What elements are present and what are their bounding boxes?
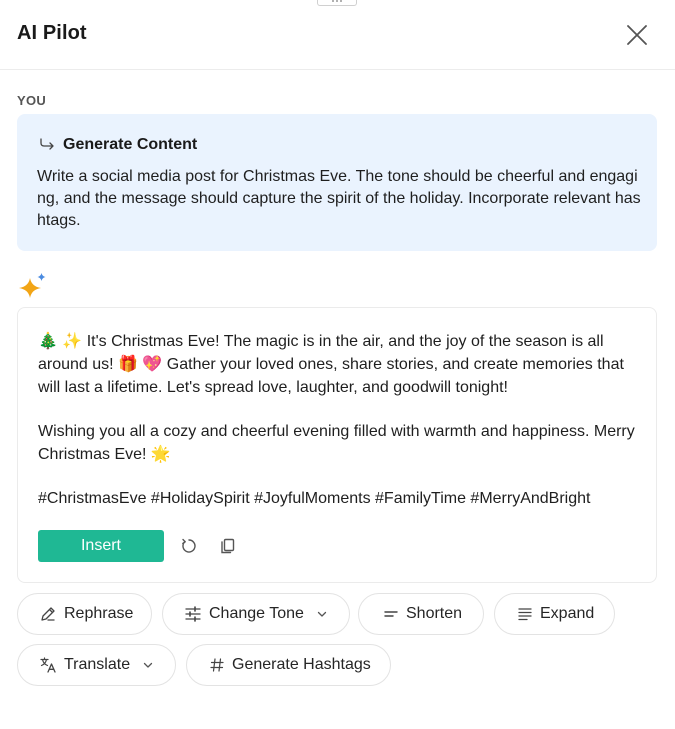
return-arrow-icon <box>39 138 55 152</box>
copy-button[interactable] <box>216 534 240 558</box>
rephrase-button[interactable] <box>17 593 152 635</box>
close-button[interactable] <box>622 20 652 50</box>
shorten-button[interactable] <box>358 593 484 635</box>
translate-dropdown[interactable] <box>17 644 176 686</box>
expand-button[interactable] <box>494 593 615 635</box>
expand-label: Expand <box>540 605 595 622</box>
user-prompt-card <box>17 114 657 251</box>
hashtag-icon <box>209 657 225 673</box>
prompt-title: Generate Content <box>63 136 198 153</box>
copy-icon <box>219 537 237 555</box>
prompt-header <box>39 136 197 154</box>
response-paragraph: Wishing you all a cozy and cheerful evening filled with warmth and happiness. Merry Christmas Eve! 🌟 <box>38 423 635 463</box>
chevron-down-icon <box>316 608 328 620</box>
shorten-label: Shorten <box>406 605 463 622</box>
response-paragraph: 🎄 ✨ It's Christmas Eve! The magic is in the air, and the joy of the season is all around us! 🎁 💖 Gather your loved ones, share stories, and create memories that will last a lifetime. Let's spread love, laughter, and goodwill tonight! <box>38 333 624 396</box>
sliders-icon <box>184 605 202 623</box>
translate-label: Translate <box>64 656 131 673</box>
panel-header <box>0 0 675 70</box>
short-text-icon <box>383 606 399 622</box>
close-icon <box>622 20 652 50</box>
insert-button[interactable]: Insert <box>38 530 164 562</box>
user-label: YOU <box>17 93 47 108</box>
panel-title: AI Pilot <box>17 22 87 44</box>
change-tone-dropdown[interactable] <box>162 593 350 635</box>
pen-icon <box>39 605 57 623</box>
rephrase-label: Rephrase <box>64 605 134 622</box>
generate-hashtags-label: Generate Hashtags <box>232 656 371 673</box>
translate-icon <box>39 656 57 674</box>
long-text-icon <box>517 606 533 622</box>
ai-response-card <box>17 307 657 583</box>
chevron-down-icon <box>142 659 154 671</box>
ai-sparkle-icon <box>17 272 47 302</box>
response-hashtags: #ChristmasEve #HolidaySpirit #JoyfulMoments #FamilyTime #MerryAndBright <box>38 490 591 507</box>
response-text <box>38 330 646 510</box>
generate-hashtags-button[interactable] <box>186 644 391 686</box>
change-tone-label: Change Tone <box>209 605 304 622</box>
prompt-text: Write a social media post for Christmas Eve. The tone should be cheerful and engaging, and the message should capture the spirit of the holiday. Incorporate relevant hashtags. <box>37 168 641 229</box>
regenerate-button[interactable] <box>177 534 201 558</box>
refresh-icon <box>180 537 198 555</box>
